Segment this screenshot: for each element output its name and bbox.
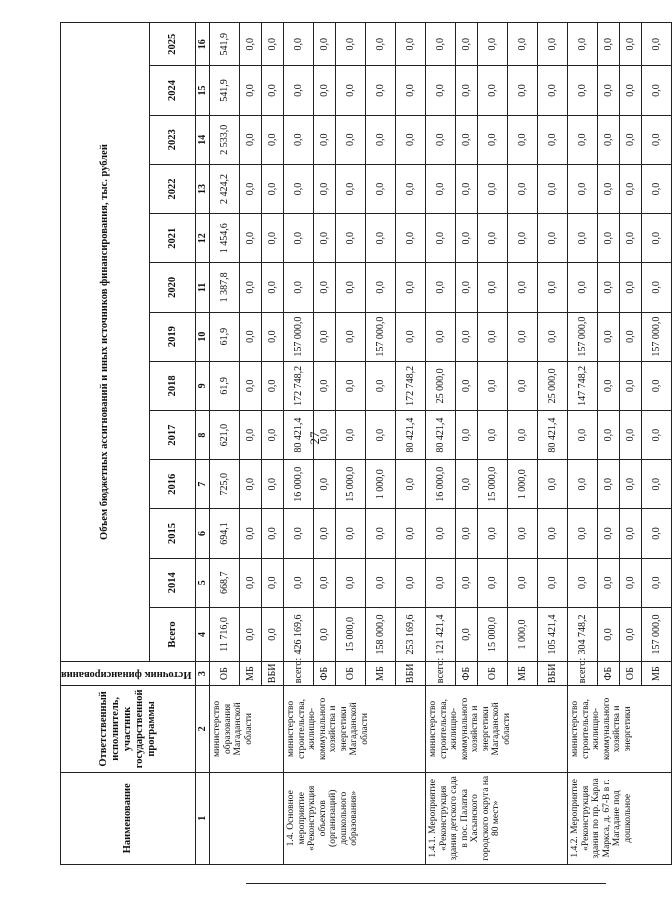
year-value: 0,0 — [620, 23, 642, 66]
year-value: 0,0 — [366, 115, 396, 164]
header-year: 2025 — [150, 23, 196, 66]
column-number: 13 — [196, 164, 210, 213]
year-value: 0,0 — [314, 66, 336, 115]
year-value: 0,0 — [426, 509, 456, 558]
year-value: 0,0 — [456, 460, 478, 509]
year-value: 694,1 — [210, 509, 240, 558]
column-number: 11 — [196, 263, 210, 312]
year-value: 0,0 — [478, 164, 508, 213]
year-value: 0,0 — [538, 164, 568, 213]
activity-name — [210, 772, 284, 864]
year-value: 0,0 — [314, 263, 336, 312]
year-value: 0,0 — [598, 460, 620, 509]
funding-source: ФБ — [314, 662, 336, 686]
year-value: 0,0 — [508, 558, 538, 607]
year-value: 0,0 — [568, 164, 598, 213]
column-number: 3 — [196, 662, 210, 686]
year-value: 0,0 — [426, 164, 456, 213]
year-value: 0,0 — [620, 460, 642, 509]
year-value: 15 000,0 — [478, 460, 508, 509]
funding-source: ОБ — [336, 662, 366, 686]
year-value: 0,0 — [620, 509, 642, 558]
year-value: 0,0 — [314, 164, 336, 213]
year-value: 0,0 — [396, 460, 426, 509]
total-value: 0,0 — [240, 607, 262, 661]
year-value: 0,0 — [396, 66, 426, 115]
year-value: 0,0 — [456, 312, 478, 361]
year-value: 0,0 — [508, 23, 538, 66]
year-value: 0,0 — [366, 509, 396, 558]
year-value: 0,0 — [642, 263, 672, 312]
header-year: 2023 — [150, 115, 196, 164]
total-value: 121 421,4 — [426, 607, 456, 661]
year-value: 0,0 — [642, 460, 672, 509]
year-value: 0,0 — [366, 263, 396, 312]
year-value: 0,0 — [568, 558, 598, 607]
year-value: 0,0 — [336, 214, 366, 263]
footer-rule — [246, 883, 606, 884]
year-value: 0,0 — [240, 361, 262, 410]
year-value: 0,0 — [642, 66, 672, 115]
year-value: 0,0 — [262, 164, 284, 213]
year-value: 16 000,0 — [284, 460, 314, 509]
year-value: 541,9 — [210, 66, 240, 115]
year-value: 157 000,0 — [568, 312, 598, 361]
financing-table — [60, 22, 672, 865]
year-value: 0,0 — [620, 361, 642, 410]
year-value: 0,0 — [538, 558, 568, 607]
year-value: 0,0 — [314, 361, 336, 410]
header-year: 2018 — [150, 361, 196, 410]
year-value: 0,0 — [426, 312, 456, 361]
year-value: 0,0 — [508, 164, 538, 213]
year-value: 2 533,0 — [210, 115, 240, 164]
header-volume: Объем бюджетных ассигнований и иных источников финансирования, тыс. рублей — [61, 23, 150, 662]
header-total: Всего — [150, 607, 196, 661]
year-value: 0,0 — [478, 558, 508, 607]
year-value: 0,0 — [456, 214, 478, 263]
column-number: 2 — [196, 686, 210, 772]
total-value: 253 169,6 — [396, 607, 426, 661]
year-value: 0,0 — [568, 23, 598, 66]
column-number: 14 — [196, 115, 210, 164]
year-value: 0,0 — [336, 361, 366, 410]
year-value: 0,0 — [314, 558, 336, 607]
year-value: 0,0 — [240, 558, 262, 607]
year-value: 0,0 — [568, 66, 598, 115]
funding-source: ВБИ — [262, 662, 284, 686]
year-value: 0,0 — [262, 361, 284, 410]
year-value: 1 454,6 — [210, 214, 240, 263]
year-value: 0,0 — [508, 115, 538, 164]
funding-source: ФБ — [456, 662, 478, 686]
year-value: 0,0 — [478, 410, 508, 459]
year-value: 0,0 — [538, 23, 568, 66]
year-value: 0,0 — [598, 558, 620, 607]
year-value: 0,0 — [426, 214, 456, 263]
column-number: 1 — [196, 772, 210, 864]
column-number: 9 — [196, 361, 210, 410]
year-value: 0,0 — [620, 263, 642, 312]
column-number: 12 — [196, 214, 210, 263]
header-source — [61, 662, 196, 686]
year-value: 0,0 — [366, 66, 396, 115]
year-value: 0,0 — [240, 410, 262, 459]
year-value: 157 000,0 — [284, 312, 314, 361]
activity-name: 1.4.1. Мероприятие «Реконструкция здания детского сада в пос. Палатка Хасынского городского округа на 80 мест» — [426, 772, 568, 864]
year-value: 0,0 — [538, 312, 568, 361]
year-value: 0,0 — [456, 23, 478, 66]
total-value: 157 000,0 — [642, 607, 672, 661]
header-year: 2024 — [150, 66, 196, 115]
table-row — [568, 23, 598, 865]
year-value: 0,0 — [456, 263, 478, 312]
year-value: 25 000,0 — [538, 361, 568, 410]
year-value: 0,0 — [366, 558, 396, 607]
year-value: 0,0 — [538, 115, 568, 164]
year-value: 0,0 — [336, 263, 366, 312]
year-value: 0,0 — [642, 410, 672, 459]
year-value: 0,0 — [568, 410, 598, 459]
year-value: 541,9 — [210, 23, 240, 66]
year-value: 0,0 — [478, 115, 508, 164]
year-value: 0,0 — [284, 164, 314, 213]
header-year: 2020 — [150, 263, 196, 312]
year-value: 0,0 — [262, 23, 284, 66]
year-value: 80 421,4 — [426, 410, 456, 459]
column-number: 15 — [196, 66, 210, 115]
year-value: 0,0 — [396, 558, 426, 607]
funding-source: МБ — [508, 662, 538, 686]
year-value: 0,0 — [284, 214, 314, 263]
year-value: 0,0 — [568, 214, 598, 263]
year-value: 15 000,0 — [336, 460, 366, 509]
year-value: 0,0 — [642, 361, 672, 410]
activity-name: 1.4. Основное мероприятие «Реконструкция объектов (организаций) дошкольного образования» — [284, 772, 426, 864]
activity-name: 1.4.2. Мероприятие «Реконструкция здания по пр. Карла Маркса, д. 67-В в г. Магадане под дошкольное — [568, 772, 672, 864]
year-value: 0,0 — [262, 460, 284, 509]
year-value: 0,0 — [620, 164, 642, 213]
year-value: 0,0 — [508, 361, 538, 410]
year-value: 0,0 — [396, 23, 426, 66]
table-row — [210, 23, 240, 865]
year-value: 0,0 — [314, 312, 336, 361]
year-value: 0,0 — [240, 164, 262, 213]
header-year: 2016 — [150, 460, 196, 509]
total-value: 15 000,0 — [336, 607, 366, 661]
header-year: 2019 — [150, 312, 196, 361]
year-value: 0,0 — [284, 23, 314, 66]
year-value: 0,0 — [284, 115, 314, 164]
year-value: 0,0 — [598, 214, 620, 263]
year-value: 0,0 — [262, 214, 284, 263]
year-value: 0,0 — [262, 312, 284, 361]
year-value: 0,0 — [478, 23, 508, 66]
year-value: 0,0 — [456, 558, 478, 607]
year-value: 0,0 — [240, 509, 262, 558]
table-row — [426, 23, 456, 865]
page-number: 27 — [307, 431, 322, 445]
year-value: 0,0 — [478, 361, 508, 410]
year-value: 0,0 — [508, 509, 538, 558]
year-value: 2 424,2 — [210, 164, 240, 213]
year-value: 157 000,0 — [642, 312, 672, 361]
year-value: 0,0 — [456, 410, 478, 459]
year-value: 0,0 — [426, 558, 456, 607]
total-value: 1 000,0 — [508, 607, 538, 661]
year-value: 0,0 — [456, 361, 478, 410]
responsible-executor: министерство образования Магаданской области — [210, 686, 284, 772]
year-value: 0,0 — [642, 164, 672, 213]
year-value: 0,0 — [426, 23, 456, 66]
funding-source: ОБ — [210, 662, 240, 686]
year-value: 0,0 — [240, 214, 262, 263]
year-value: 0,0 — [426, 115, 456, 164]
column-number: 7 — [196, 460, 210, 509]
year-value: 0,0 — [336, 558, 366, 607]
header-responsible: Ответственный исполнитель, участник государственной программы — [61, 686, 196, 772]
responsible-executor: министерство строительства, жилищно-коммунального хозяйства и энергетики Магаданской области — [426, 686, 568, 772]
year-value: 0,0 — [366, 361, 396, 410]
responsible-executor: министерство строительства, жилищно-коммунального хозяйства и энергетики Магаданской области — [284, 686, 426, 772]
year-value: 61,9 — [210, 312, 240, 361]
year-value: 0,0 — [642, 115, 672, 164]
total-value: 15 000,0 — [478, 607, 508, 661]
year-value: 1 000,0 — [366, 460, 396, 509]
year-value: 0,0 — [396, 115, 426, 164]
year-value: 0,0 — [598, 164, 620, 213]
year-value: 0,0 — [262, 66, 284, 115]
year-value: 0,0 — [314, 23, 336, 66]
funding-source: всего: — [426, 662, 456, 686]
year-value: 0,0 — [240, 23, 262, 66]
year-value: 0,0 — [620, 115, 642, 164]
funding-source: ОБ — [478, 662, 508, 686]
year-value: 0,0 — [396, 214, 426, 263]
year-value: 0,0 — [478, 509, 508, 558]
year-value: 0,0 — [456, 115, 478, 164]
year-value: 0,0 — [598, 66, 620, 115]
header-column-numbers — [196, 23, 210, 865]
funding-source: всего: — [568, 662, 598, 686]
year-value: 147 748,2 — [568, 361, 598, 410]
year-value: 0,0 — [538, 66, 568, 115]
year-value: 0,0 — [620, 214, 642, 263]
year-value: 0,0 — [284, 558, 314, 607]
year-value: 0,0 — [314, 115, 336, 164]
year-value: 668,7 — [210, 558, 240, 607]
total-value: 105 421,4 — [538, 607, 568, 661]
year-value: 0,0 — [538, 509, 568, 558]
year-value: 0,0 — [478, 312, 508, 361]
year-value: 16 000,0 — [426, 460, 456, 509]
year-value: 0,0 — [568, 460, 598, 509]
year-value: 0,0 — [642, 509, 672, 558]
year-value: 0,0 — [396, 164, 426, 213]
year-value: 0,0 — [642, 214, 672, 263]
year-value: 0,0 — [262, 509, 284, 558]
total-value: 426 169,6 — [284, 607, 314, 661]
year-value: 0,0 — [284, 263, 314, 312]
year-value: 725,0 — [210, 460, 240, 509]
total-value: 0,0 — [314, 607, 336, 661]
year-value: 0,0 — [478, 263, 508, 312]
year-value: 0,0 — [240, 66, 262, 115]
year-value: 0,0 — [240, 312, 262, 361]
rotated-table-container — [60, 22, 663, 865]
total-value: 304 748,2 — [568, 607, 598, 661]
year-value: 0,0 — [568, 115, 598, 164]
year-value: 0,0 — [262, 263, 284, 312]
year-value: 0,0 — [262, 410, 284, 459]
funding-source: ОБ — [620, 662, 642, 686]
funding-source: ФБ — [598, 662, 620, 686]
total-value: 0,0 — [620, 607, 642, 661]
header-year: 2015 — [150, 509, 196, 558]
year-value: 0,0 — [598, 312, 620, 361]
year-value: 0,0 — [598, 509, 620, 558]
year-value: 0,0 — [396, 312, 426, 361]
year-value: 0,0 — [568, 509, 598, 558]
year-value: 621,0 — [210, 410, 240, 459]
header-year: 2014 — [150, 558, 196, 607]
year-value: 0,0 — [598, 115, 620, 164]
header-name: Наименование — [61, 772, 196, 864]
year-value: 0,0 — [620, 312, 642, 361]
column-number: 6 — [196, 509, 210, 558]
year-value: 25 000,0 — [426, 361, 456, 410]
total-value: 0,0 — [456, 607, 478, 661]
year-value: 1 387,8 — [210, 263, 240, 312]
header-year: 2017 — [150, 410, 196, 459]
funding-source: ВБИ — [396, 662, 426, 686]
year-value: 80 421,4 — [396, 410, 426, 459]
column-number: 5 — [196, 558, 210, 607]
year-value: 0,0 — [598, 361, 620, 410]
year-value: 0,0 — [336, 410, 366, 459]
year-value: 0,0 — [598, 23, 620, 66]
funding-source: МБ — [366, 662, 396, 686]
column-number: 10 — [196, 312, 210, 361]
year-value: 0,0 — [456, 164, 478, 213]
year-value: 0,0 — [538, 460, 568, 509]
year-value: 0,0 — [336, 312, 366, 361]
year-value: 0,0 — [314, 460, 336, 509]
year-value: 0,0 — [538, 263, 568, 312]
year-value: 0,0 — [366, 23, 396, 66]
year-value: 0,0 — [396, 509, 426, 558]
year-value: 0,0 — [642, 558, 672, 607]
year-value: 0,0 — [508, 312, 538, 361]
funding-source: МБ — [642, 662, 672, 686]
total-value: 0,0 — [598, 607, 620, 661]
year-value: 0,0 — [620, 410, 642, 459]
year-value: 0,0 — [366, 214, 396, 263]
year-value: 0,0 — [456, 66, 478, 115]
year-value: 0,0 — [568, 263, 598, 312]
year-value: 1 000,0 — [508, 460, 538, 509]
year-value: 0,0 — [598, 263, 620, 312]
table-body — [210, 23, 672, 865]
year-value: 0,0 — [336, 66, 366, 115]
year-value: 0,0 — [240, 460, 262, 509]
year-value: 0,0 — [478, 214, 508, 263]
header-year: 2021 — [150, 214, 196, 263]
year-value: 0,0 — [366, 164, 396, 213]
year-value: 0,0 — [366, 410, 396, 459]
responsible-executor: министерство строительства, жилищно-коммунального хозяйства и энергетики — [568, 686, 672, 772]
column-number: 8 — [196, 410, 210, 459]
year-value: 0,0 — [508, 66, 538, 115]
column-number: 4 — [196, 607, 210, 661]
table-row — [284, 23, 314, 865]
year-value: 0,0 — [508, 263, 538, 312]
year-value: 0,0 — [508, 410, 538, 459]
year-value: 0,0 — [336, 509, 366, 558]
year-value: 0,0 — [620, 66, 642, 115]
year-value: 80 421,4 — [284, 410, 314, 459]
year-value: 61,9 — [210, 361, 240, 410]
year-value: 0,0 — [240, 115, 262, 164]
year-value: 0,0 — [336, 164, 366, 213]
year-value: 0,0 — [456, 509, 478, 558]
year-value: 0,0 — [598, 410, 620, 459]
year-value: 0,0 — [262, 558, 284, 607]
year-value: 80 421,4 — [538, 410, 568, 459]
year-value: 0,0 — [426, 66, 456, 115]
funding-source: всего: — [284, 662, 314, 686]
total-value: 11 716,0 — [210, 607, 240, 661]
year-value: 0,0 — [642, 23, 672, 66]
year-value: 0,0 — [336, 23, 366, 66]
year-value: 172 748,2 — [284, 361, 314, 410]
year-value: 157 000,0 — [366, 312, 396, 361]
column-number: 16 — [196, 23, 210, 66]
funding-source: ВБИ — [538, 662, 568, 686]
year-value: 0,0 — [478, 66, 508, 115]
year-value: 0,0 — [508, 214, 538, 263]
year-value: 0,0 — [284, 509, 314, 558]
year-value: 0,0 — [240, 263, 262, 312]
year-value: 0,0 — [396, 263, 426, 312]
total-value: 158 000,0 — [366, 607, 396, 661]
year-value: 0,0 — [262, 115, 284, 164]
year-value: 0,0 — [314, 214, 336, 263]
year-value: 0,0 — [426, 263, 456, 312]
header-source-text: Источник финансирования — [61, 668, 192, 680]
year-value: 0,0 — [314, 410, 336, 459]
total-value: 0,0 — [262, 607, 284, 661]
year-value: 0,0 — [538, 214, 568, 263]
header-year: 2022 — [150, 164, 196, 213]
year-value: 0,0 — [620, 558, 642, 607]
funding-source: МБ — [240, 662, 262, 686]
year-value: 0,0 — [284, 66, 314, 115]
year-value: 172 748,2 — [396, 361, 426, 410]
year-value: 0,0 — [336, 115, 366, 164]
year-value: 0,0 — [314, 509, 336, 558]
